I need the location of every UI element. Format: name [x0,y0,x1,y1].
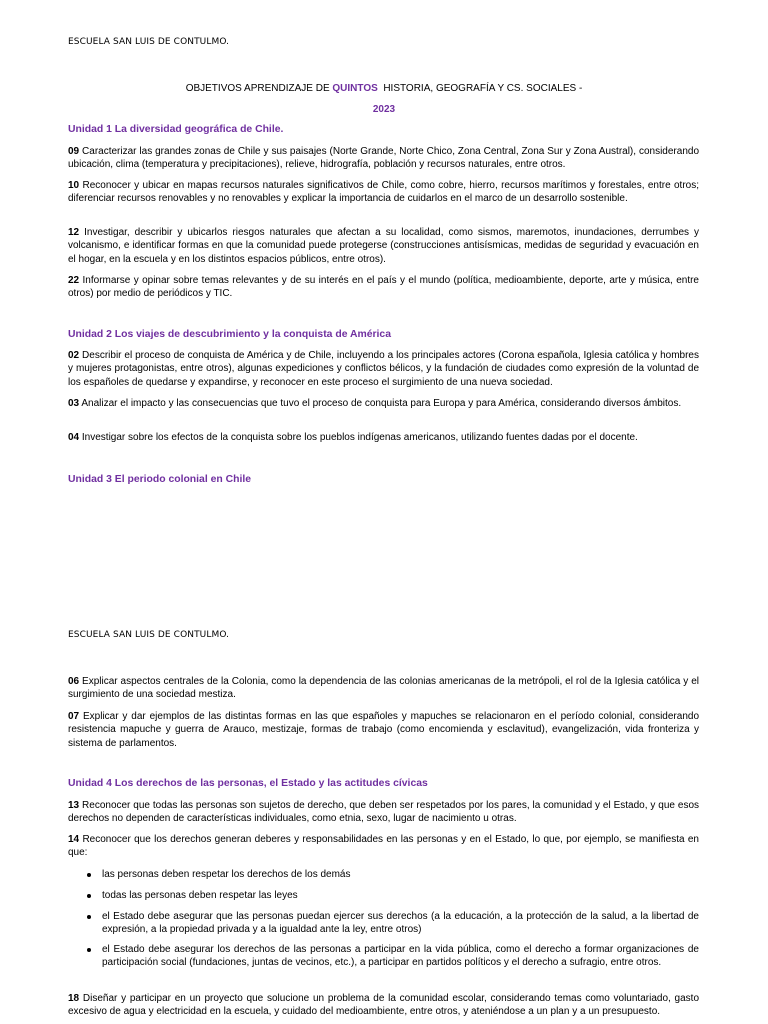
objective-text: Describir el proceso de conquista de América y de Chile, incluyendo a los principales actores (Corona española, Iglesia católica y hombres y mujeres protagonistas, entre otros), algunas expediciones y conflictos bélicos, y la fundación de ciudades como expresión de la voluntad de los españoles de quedarse y expandirse, y reconocer en este proceso el surgimiento de una nueva sociedad. [68,350,699,388]
objective-text: Explicar aspectos centrales de la Colonia, como la dependencia de las colonias americanas de la metrópoli, el rol de la Iglesia católica y el surgimiento de una sociedad mestiza. [68,676,699,701]
objective-code: 22 [68,275,80,286]
objective-text: Investigar sobre los efectos de la conquista sobre los pueblos indígenas americanos, utilizando fuentes dadas por el docente. [81,432,638,443]
objective-22 [68,274,699,301]
objective-12 [68,226,699,266]
title-grade: QUINTOS [332,83,378,94]
objective-14 [68,833,699,860]
objective-03 [68,397,699,410]
objective-code: 06 [68,676,80,687]
objective-04 [68,431,699,444]
bullet-text: el Estado debe asegurar los derechos de las personas a participar en la vida pública, como el derecho a formar organizaciones de participación social (fundaciones, juntas de vecinos, etc.), a participar en partidos políticos y el derecho a sufragio, entre otros. [102,944,699,969]
objective-text: Reconocer que los derechos generan deberes y responsabilidades en las personas y en el Estado, lo que, por ejemplo, se manifiesta en que: [68,834,699,859]
objective-06 [68,675,699,702]
objective-13 [68,799,699,826]
bullet-icon [87,894,91,898]
bullet-icon [87,948,91,952]
objective-text: Informarse y opinar sobre temas relevantes y de su interés en el país y el mundo (política, medioambiente, deporte, arte y música, entre otros) por medio de periódicos y TIC. [68,275,699,300]
objective-07 [68,710,699,750]
objective-text: Reconocer y ubicar en mapas recursos naturales significativos de Chile, como cobre, hierro, recursos marítimos y forestales, entre otros; diferenciar recursos renovables y no renovables y explicar la importancia de cuidarlos en el marco de un desarrollo sostenible. [68,180,699,205]
title-year: 2023 [372,104,396,115]
bullet-icon [87,915,91,919]
bullet-text: el Estado debe asegurar que las personas puedan ejercer sus derechos (a la educación, a la protección de la salud, a la libertad de expresión, a la propiedad privada y a la igualdad ante la ley, entre otros) [102,911,699,936]
school-header: ESCUELA SAN LUIS DE CONTULMO. [68,37,230,47]
objective-code: 18 [68,993,80,1004]
objective-text: Explicar y dar ejemplos de las distintas formas en las que españoles y mapuches se relacionaron en el período colonial, considerando resistencia mapuche y guerra de Arauco, mestizaje, formas de trabajo (como encomienda y esclavitud), evangelización, vida fronteriza y sistema de parlamentos. [68,711,699,749]
objective-text: Investigar, describir y ubicarlos riesgos naturales que afectan a su localidad, como sismos, maremotos, inundaciones, derrumbes y volcanismo, e identificar formas en que la comunidad puede protegerse (construcciones antisísmicas, medidas de seguridad y evacuación en el hogar, en la escuela y en los distintos espacios públicos, entre otros). [68,227,699,265]
objective-text: Reconocer que todas las personas son sujetos de derecho, que deben ser respetados por los pares, la comunidad y el Estado, y que esos derechos no dependen de características individuales, como etnia, sexo, lugar de nacimiento u otras. [68,800,699,825]
objective-10 [68,179,699,206]
objective-02 [68,349,699,389]
unit-4-title: Unidad 4 Los derechos de las personas, el Estado y las actitudes cívicas [68,778,428,789]
objective-code: 02 [68,350,80,361]
bullet-text: todas las personas deben respetar las leyes [102,890,298,901]
objective-code: 07 [68,711,80,722]
objective-code: 10 [68,180,80,191]
unit-2-title: Unidad 2 Los viajes de descubrimiento y la conquista de América [68,329,391,340]
document-title [0,83,768,94]
objective-code: 13 [68,800,80,811]
objective-code: 09 [68,146,80,157]
objective-text: Caracterizar las grandes zonas de Chile y sus paisajes (Norte Grande, Norte Chico, Zona Central, Zona Sur y Zona Austral), considerando ubicación, clima (temperatura y precipitaciones), relieve, hidrografía, población y recursos naturales, entre otros. [68,146,699,171]
objective-code: 14 [68,834,80,845]
bullet-text: las personas deben respetar los derechos de los demás [102,869,351,880]
objective-code: 12 [68,227,80,238]
unit-1-title: Unidad 1 La diversidad geográfica de Chile. [68,124,284,135]
unit-3-title: Unidad 3 El periodo colonial en Chile [68,474,252,485]
objective-text: Analizar el impacto y las consecuencias que tuvo el proceso de conquista para Europa y para América, considerando diversos ámbitos. [81,398,682,409]
title-prefix: OBJETIVOS APRENDIZAJE DE [185,83,333,94]
objective-18 [68,992,699,1019]
school-header-page-2: ESCUELA SAN LUIS DE CONTULMO. [68,630,230,640]
title-subject: HISTORIA, GEOGRAFÍA Y CS. SOCIALES - [377,83,583,94]
objective-code: 04 [68,432,80,443]
objective-text: Diseñar y participar en un proyecto que solucione un problema de la comunidad escolar, considerando temas como voluntariado, gasto excesivo de agua y electricidad en la escuela, y cuidado del medioambiente, entre otros, y ateniéndose a un plan y a un presupuesto. [68,993,699,1018]
bullet-icon [87,873,91,877]
objective-09 [68,145,699,172]
objective-code: 03 [68,398,80,409]
